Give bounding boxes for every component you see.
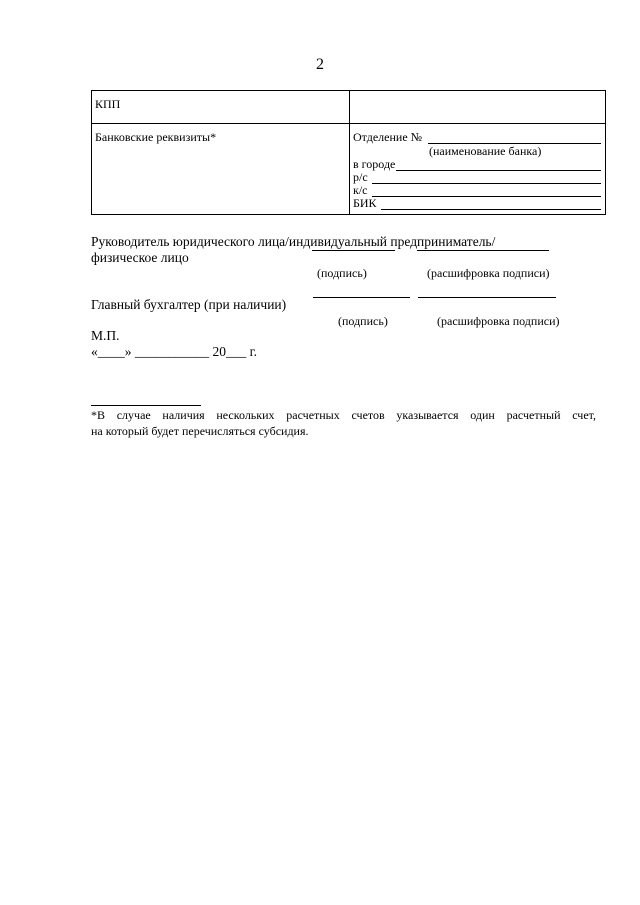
kpp-row xyxy=(92,91,606,124)
branch-line xyxy=(353,131,601,144)
city-line xyxy=(353,158,601,171)
head-signature-hint: (подпись) xyxy=(317,266,367,280)
bank-name-hint: (наименование банка) xyxy=(429,144,542,158)
city-field[interactable] xyxy=(396,159,601,171)
footnote-line2: на который будет перечисляться субсидия. xyxy=(91,424,309,438)
accountant-decode-hint: (расшифровка подписи) xyxy=(437,314,560,328)
footnote-separator xyxy=(91,405,201,406)
rs-field[interactable] xyxy=(372,172,601,184)
footnote-line1: *В случае наличия нескольких расчетных счетов указывается один расчетный счет, xyxy=(91,408,596,422)
bik-field[interactable] xyxy=(381,198,601,210)
requisites-table xyxy=(91,90,606,215)
accountant-signature-field[interactable] xyxy=(313,297,410,298)
city-label: в городе xyxy=(353,157,396,171)
head-title-line2: физическое лицо xyxy=(91,250,189,265)
rs-line xyxy=(353,171,601,184)
accountant-signature-hint: (подпись) xyxy=(338,314,388,328)
head-signature-field[interactable] xyxy=(312,250,395,251)
bik-label: БИК xyxy=(353,196,377,210)
page-number: 2 xyxy=(316,56,324,73)
head-title-line1: Руководитель юридического лица/индивидуальный предприниматель/ xyxy=(91,234,496,249)
stamp-label: М.П. xyxy=(91,328,120,343)
bank-row xyxy=(92,124,606,215)
bank-requisites-cell xyxy=(350,124,606,215)
branch-label: Отделение № xyxy=(353,130,423,144)
bik-line xyxy=(353,197,601,210)
head-decode-hint: (расшифровка подписи) xyxy=(427,266,550,280)
ks-line xyxy=(353,184,601,197)
kpp-value-cell xyxy=(350,91,606,124)
bank-requisites-label: Банковские реквизиты* xyxy=(92,124,350,215)
kpp-label: КПП xyxy=(92,91,350,124)
branch-field[interactable] xyxy=(428,132,601,144)
accountant-label: Главный бухгалтер (при наличии) xyxy=(91,297,287,312)
date-line[interactable]: «____» ___________ 20___ г. xyxy=(91,344,258,359)
accountant-decode-field[interactable] xyxy=(418,297,556,298)
head-decode-field[interactable] xyxy=(417,250,549,251)
ks-label: к/с xyxy=(353,183,368,197)
rs-label: р/с xyxy=(353,170,368,184)
ks-field[interactable] xyxy=(372,185,602,197)
